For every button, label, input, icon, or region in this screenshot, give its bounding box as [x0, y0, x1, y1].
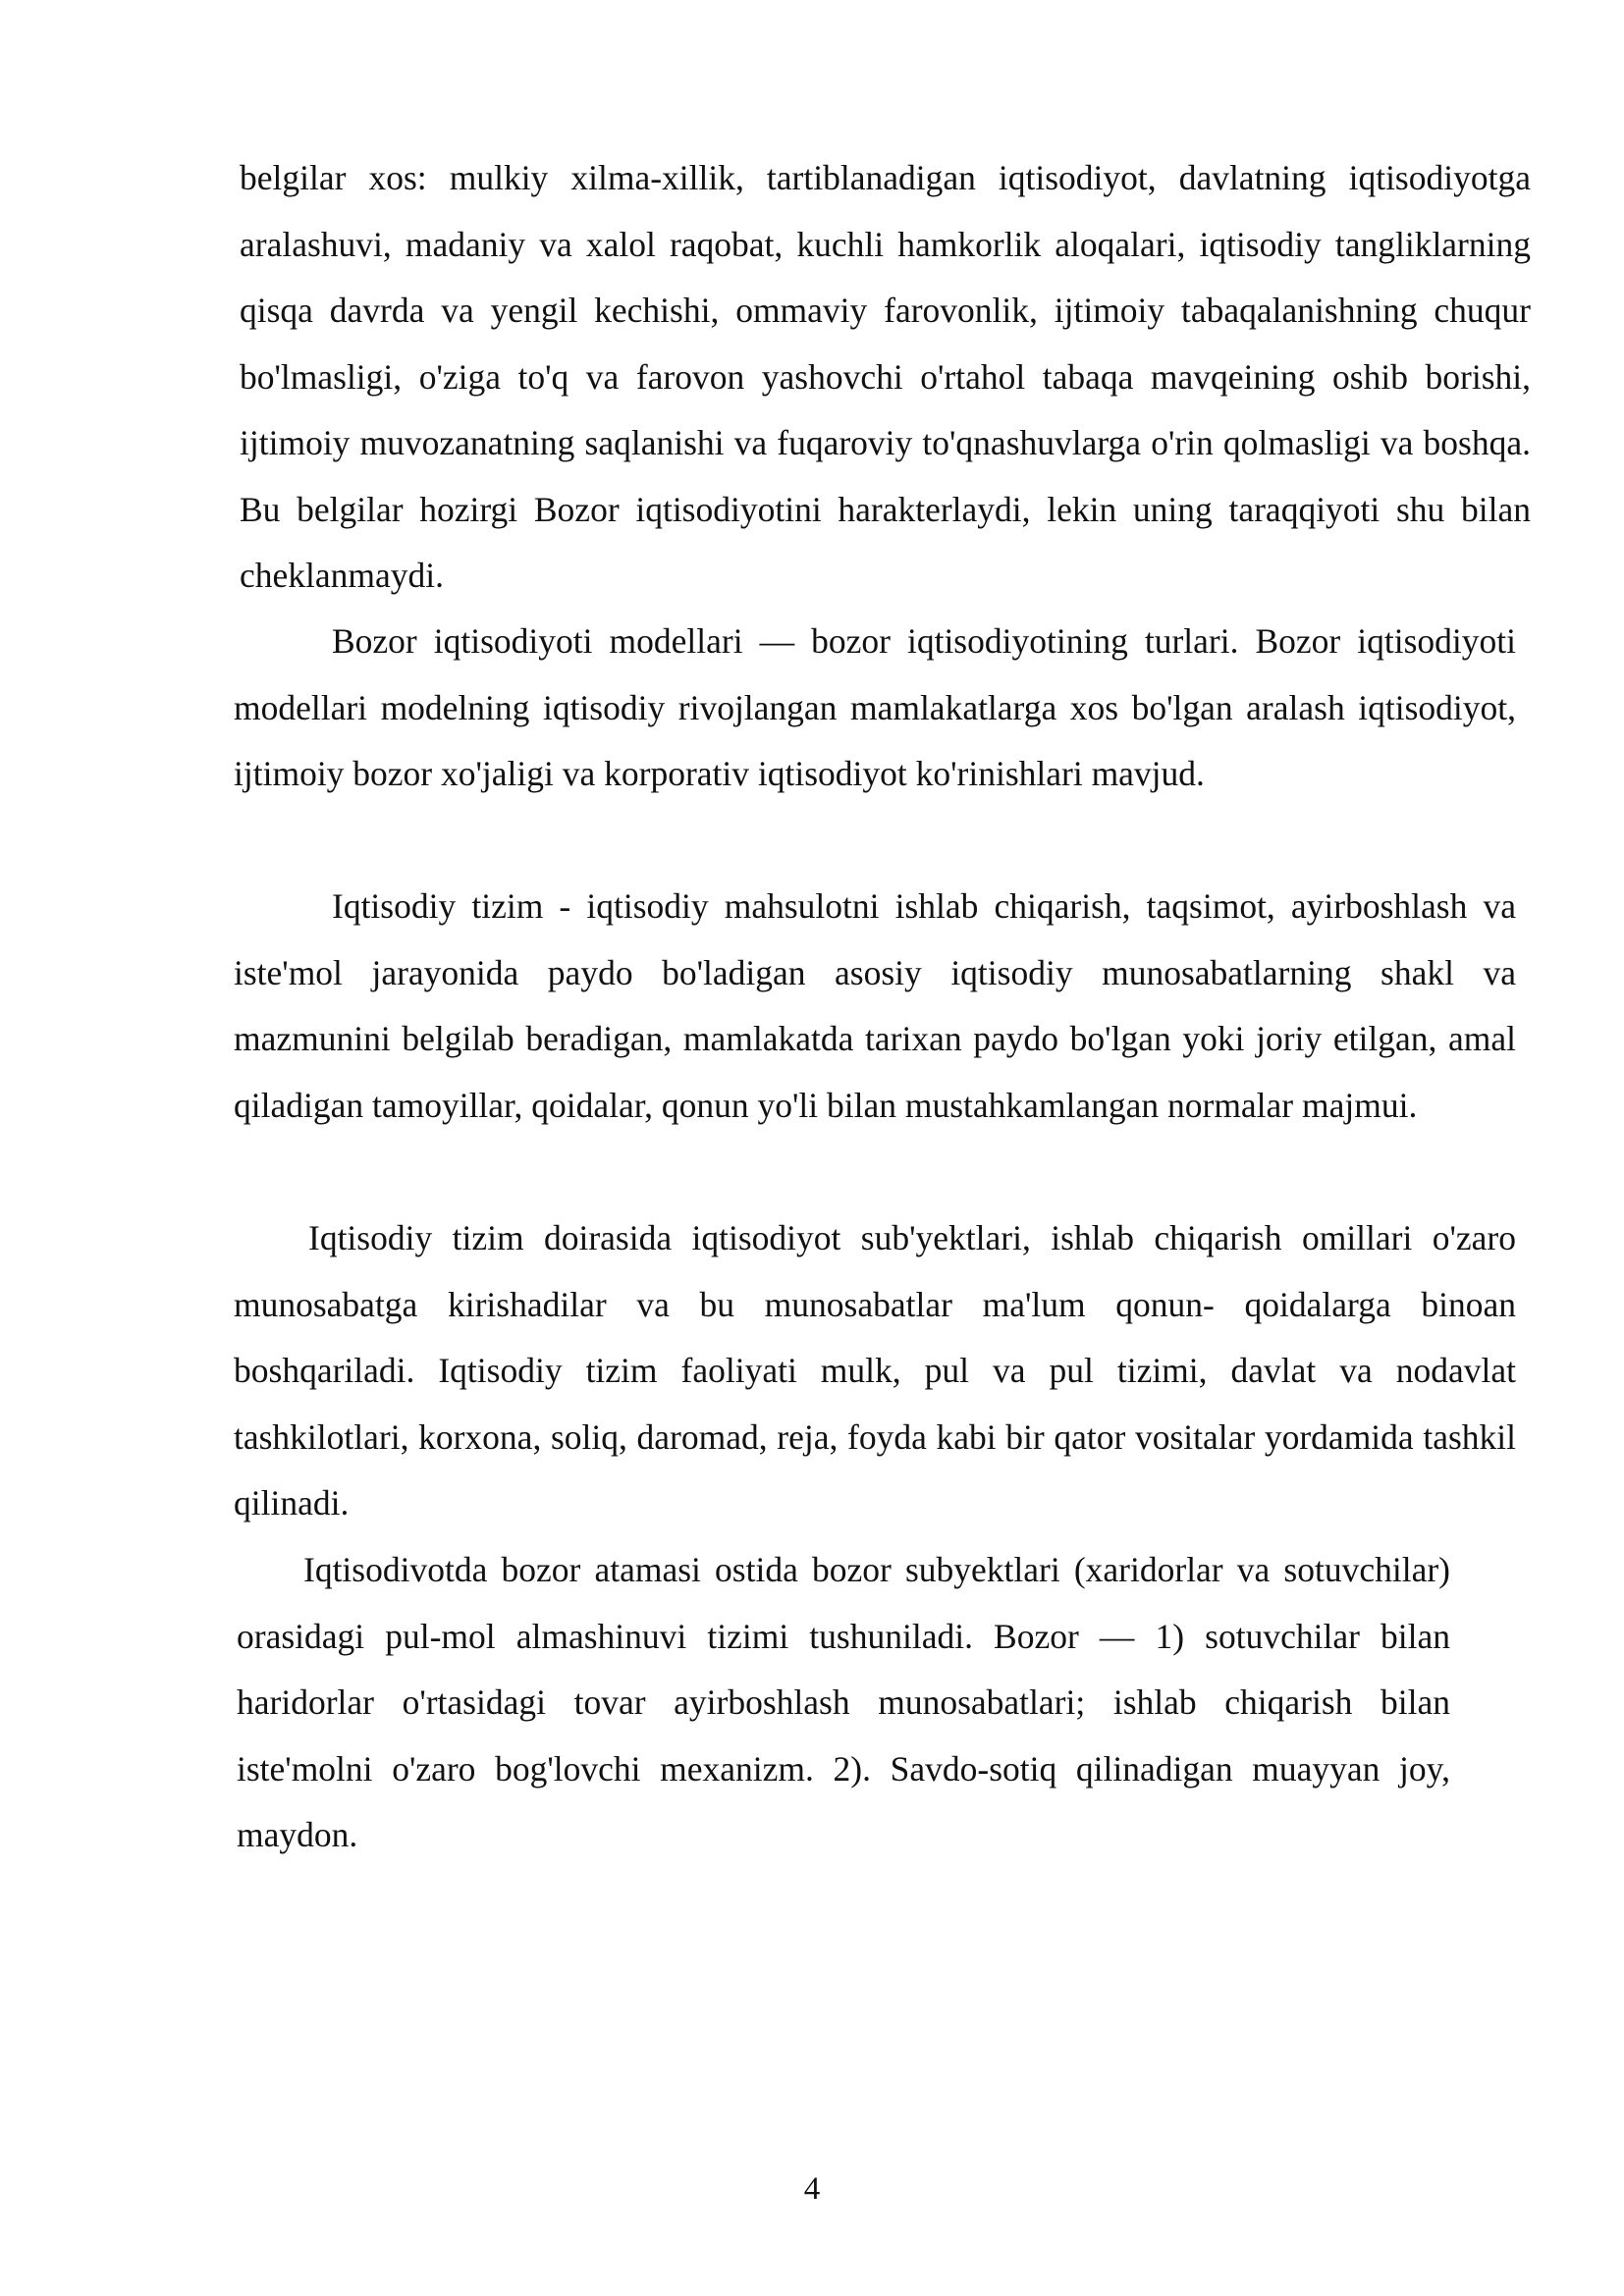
paragraph-iqtisodiy-tizim-definition: Iqtisodiy tizim - iqtisodiy mahsulotni ishlab chiqarish, taqsimot, ayirboshlash va iste'mol jarayonida paydo bo'ladigan asosiy iqtisodiy munosabatlarning shakl va mazmunini belgilab beradigan, mamlakatda tarixan paydo bo'lgan yoki joriy etilgan, amal qiladigan tamoyillar, qoidalar, qonun yo'li bilan mustahkamlangan normalar majmui.: [234, 886, 1516, 1125]
page-number: 4: [803, 2171, 821, 2207]
paragraph-iqtisodiy-tizim-doirasida: Iqtisodiy tizim doirasida iqtisodiyot sub'yektlari, ishlab chiqarish omillari o'zaro munosabatga kirishadilar va bu munosabatlar ma'lum qonun- qoidalarga binoan boshqariladi. Iqtisodiy tizim faoliyati mulk, pul va pul tizimi, davlat va nodavlat tashkilotlari, korxona, soliq, daromad, reja, foyda kabi bir qator vositalar yordamida tashkil qilinadi.: [234, 1218, 1516, 1522]
paragraph-bozor-modellari: Bozor iqtisodiyoti modellari — bozor iqtisodiyotining turlari. Bozor iqtisodiyoti modellari modelning iqtisodiy rivojlangan mamlakatlarga xos bo'lgan aralash iqtisodiyot, ijtimoiy bozor xo'jaligi va korporativ iqtisodiyot ko'rinishlari mavjud.: [234, 621, 1516, 793]
paragraph-belgilar: belgilar xos: mulkiy xilma-xillik, tartiblanadigan iqtisodiyot, davlatning iqtisodiyotga aralashuvi, madaniy va xalol raqobat, kuchli hamkorlik aloqalari, iqtisodiy tangliklarning qisqa davrda va yengil kechishi, ommaviy farovonlik, ijtimoiy tabaqalanishning chuqur bo'lmasligi, o'ziga to'q va farovon yashovchi o'rtahol tabaqa mavqeining oshib borishi, ijtimoiy muvozanatning saqlanishi va fuqaroviy to'qnashuvlarga o'rin qolmasligi va boshqa. Bu belgilar hozirgi Bozor iqtisodiyotini harakterlaydi, lekin uning taraqqiyoti shu bilan cheklanmaydi.: [240, 158, 1531, 595]
paragraph-bozor-definition: Iqtisodivotda bozor atamasi ostida bozor subyektlari (xaridorlar va sotuvchilar) orasidagi pul-mol almashinuvi tizimi tushuniladi. Bozor — 1) sotuvchilar bilan haridorlar o'rtasidagi tovar ayirboshlash munosabatlari; ishlab chiqarish bilan iste'molni o'zaro bog'lovchi mexanizm. 2). Savdo-sotiq qilinadigan muayyan joy, maydon.: [237, 1550, 1450, 1854]
